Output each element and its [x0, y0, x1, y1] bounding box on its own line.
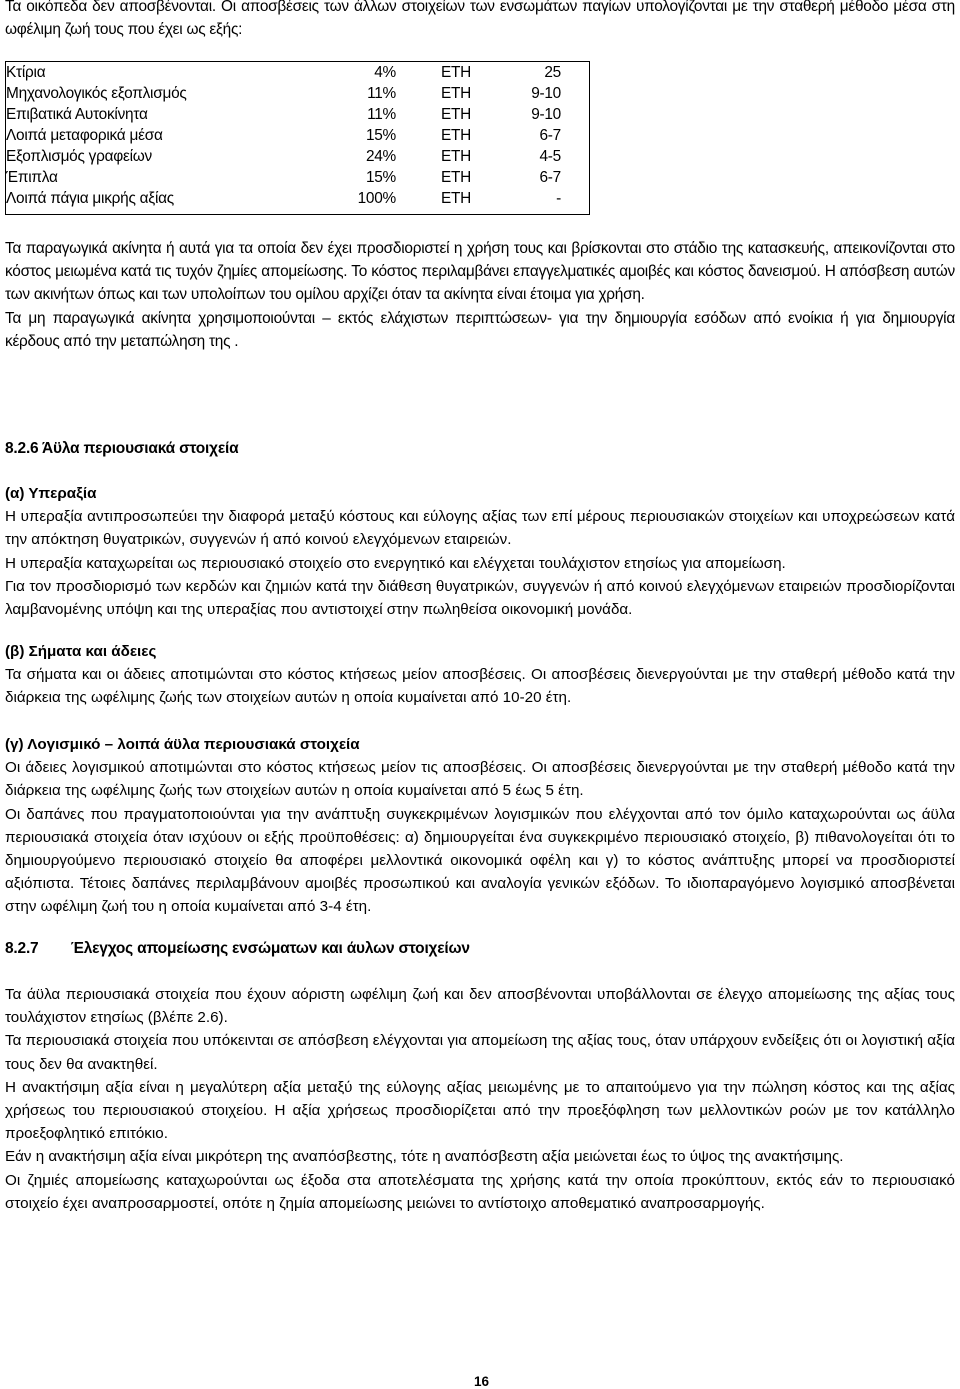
post-table-text [5, 237, 955, 353]
depreciation-rate: 100% [357, 190, 396, 207]
section-heading: 8.2.6 Άϋλα περιουσιακά στοιχεία [5, 440, 239, 457]
useful-life: - [556, 190, 561, 207]
table-row [6, 167, 589, 188]
unit-label: ΕΤΗ [441, 64, 472, 81]
asset-name: Κτίρια [6, 64, 46, 81]
body-paragraph: Τα σήματα και οι άδειες αποτιμώνται στο κόστος κτήσεως μείον αποσβέσεις. Οι αποσβέσεις διενεργούνται με την σταθερή μέθοδο κατά την διάρκεια της ωφέλιμης ζωής των στοιχείων αυτών η οποία κυμαίνεται από 10-20 έτη. [5, 666, 955, 707]
unit-label: ΕΤΗ [441, 169, 472, 186]
table-row [6, 125, 589, 146]
body-paragraph: Οι άδειες λογισμικού αποτιμώνται στο κόστος κτήσεως μείον τις αποσβέσεις. Οι αποσβέσεις διενεργούνται με την σταθερή μέθοδο κατά την διάρκεια της ωφέλιμης ζωής των στοιχείων αυτών η οποία κυμαίνεται από 5 έως 5 έτη. [5, 759, 955, 800]
table-row [6, 146, 589, 167]
asset-name: Εξοπλισμός γραφείων [6, 148, 153, 165]
unit-label: ΕΤΗ [441, 127, 472, 144]
subsection-heading: (α) Υπεραξία [5, 485, 97, 502]
unit-label: ΕΤΗ [441, 148, 472, 165]
depreciation-rate: 4% [374, 64, 396, 81]
depreciation-table [5, 61, 590, 215]
body-paragraph: Τα περιουσιακά στοιχεία που υπόκεινται σε απόσβεση ελέγχονται για απομείωση της αξίας τους, όταν υπάρχουν ενδείξεις ότι οι λογιστική αξία τους δεν θα ανακτηθεί. [5, 1032, 955, 1073]
asset-name: Μηχανολογικός εξοπλισμός [6, 85, 187, 102]
section-title: Έλεγχος απομείωσης ενσώματων και άυλων στοιχείων [70, 940, 470, 957]
body-paragraph: Τα άϋλα περιουσιακά στοιχεία που έχουν αόριστη ωφέλιμη ζωή και δεν αποσβένονται υποβάλλονται σε έλεγχο απομείωσης της αξίας τους τουλάχιστον ετησίως (βλέπε 2.6). [5, 986, 955, 1027]
useful-life: 6-7 [539, 127, 561, 144]
depreciation-rate: 11% [367, 85, 396, 102]
section-heading [5, 937, 955, 960]
subsection-heading: (γ) Λογισμικό – λοιπά άϋλα περιουσιακά στοιχεία [5, 736, 360, 753]
unit-label: ΕΤΗ [441, 190, 472, 207]
subsection-goodwill [5, 482, 955, 621]
body-paragraph: Οι δαπάνες που πραγματοποιούνται για την ανάπτυξη συγκεκριμένων λογισμικών που ελέγχονται από τον όμιλο καταχωρούνται ως άϋλα περιουσιακά στοιχεία όταν ισχύουν οι εξής προϋποθέσεις: α) δημιουργείται ένα συγκεκριμένο περιουσιακό στοιχείο, β) πιθανολογείται ότι το δημιουργούμενο περιουσιακό στοιχείο θα αποφέρει μελλοντικά οικονομικά οφέλη και γ) το κόστος ανάπτυξης μπορεί να προσδιοριστεί αξιόπιστα. Τέτοιες δαπάνες περιλαμβάνουν αμοιβές προσωπικού και αναλογία γενικών εξόδων. Το ιδιοπαραγόμενο λογισμικό αποσβένεται στην ωφέλιμη ζωή του η οποία κυμαίνεται από 3-4 έτη. [5, 805, 955, 916]
asset-name: Επιβατικά Αυτοκίνητα [6, 106, 148, 123]
body-paragraph: Η υπεραξία αντιπροσωπεύει την διαφορά μεταξύ κόστους και εύλογης αξίας των επί μέρους περιουσιακών στοιχείων και υποχρεώσεων κατά την απόκτηση θυγατρικών, συγγενών ή από κοινού ελεγχόμενων εταιρειών. [5, 508, 955, 549]
table-row [6, 62, 589, 83]
body-paragraph: Εάν η ανακτήσιμη αξία είναι μικρότερη της αναπόσβεστης, τότε η αναπόσβεστη αξία μειώνεται έως το ύψος της ανακτήσιμης. [5, 1148, 844, 1166]
asset-name: Έπιπλα [6, 169, 58, 186]
asset-name: Λοιπά πάγια μικρής αξίας [6, 190, 174, 207]
subsection-software [5, 733, 955, 919]
useful-life: 6-7 [539, 169, 561, 186]
unit-label: ΕΤΗ [441, 106, 472, 123]
unit-label: ΕΤΗ [441, 85, 472, 102]
useful-life: 9-10 [531, 85, 561, 102]
body-paragraph: Η ανακτήσιμη αξία είναι η μεγαλύτερη αξία μεταξύ της εύλογης αξίας μειωμένης με το απαιτούμενο για την πώληση κόστος και της αξίας χρήσεως του περιουσιακού στοιχείου. Η αξία χρήσεως προσδιορίζεται από την προεξόφληση των μελλοντικών ροών με τον κατάλληλο προεξοφλητικό επιτόκιο. [5, 1078, 955, 1143]
page-number: 16 [474, 1374, 490, 1389]
subsection-heading: (β) Σήματα και άδειες [5, 643, 157, 660]
subsection-trademarks [5, 640, 955, 710]
useful-life: 4-5 [539, 148, 561, 165]
body-paragraph: Τα μη παραγωγικά ακίνητα χρησιμοποιούνται – εκτός ελάχιστων περιπτώσεων- για την δημιουργία εσόδων από ενοίκια ή για δημιουργία κέρδους από την μεταπώληση της . [5, 309, 955, 350]
table-row [6, 188, 589, 209]
intro-paragraph: Τα οικόπεδα δεν αποσβένονται. Οι αποσβέσεις των άλλων στοιχείων των ενσωμάτων παγίων υπολογίζονται με την σταθερή μέθοδο μέσα στη ωφέλιμη ζωή τους που έχει ως εξής: [5, 0, 955, 39]
section-number: 8.2.7 [5, 940, 39, 957]
section-8-2-7 [5, 937, 955, 960]
section-8-2-6 [5, 437, 955, 460]
table-row [6, 104, 589, 125]
body-paragraph: Η υπεραξία καταχωρείται ως περιουσιακό στοιχείο στο ενεργητικό και ελέγχεται τουλάχιστον ετησίως για απομείωση. [5, 554, 786, 572]
depreciation-rate: 15% [365, 169, 396, 186]
depreciation-rate: 11% [367, 106, 396, 123]
body-paragraph: Για τον προσδιορισμό των κερδών και ζημιών κατά την διάθεση θυγατρικών, συγγενών ή από κοινού ελεγχόμενων εταιρειών προσδιορίζονται λαμβανομένης υπόψη και της υπεραξίας που αντιστοιχεί στην πωληθείσα οικονομική μονάδα. [5, 577, 955, 619]
asset-name: Λοιπά μεταφορικά μέσα [6, 127, 163, 144]
body-paragraph: Τα παραγωγικά ακίνητα ή αυτά για τα οποία δεν έχει προσδιοριστεί η χρήση τους και βρίσκονται στο στάδιο της κατασκευής, απεικονίζονται στο κόστος μειωμένα κατά τις τυχόν ζημίες απομείωσης. Το κόστος περιλαμβάνει επαγγελματικές αμοιβές και κόστος δανεισμού. Η απόσβεση αυτών των ακινήτων όπως και των υπολοίπων του ομίλου αρχίζει όταν τα ακίνητα είναι έτοιμα για χρήση. [5, 240, 955, 304]
depreciation-rate: 24% [365, 148, 396, 165]
table-row [6, 83, 589, 104]
useful-life: 25 [544, 64, 561, 81]
useful-life: 9-10 [531, 106, 561, 123]
impairment-text [5, 983, 955, 1215]
depreciation-rate: 15% [365, 127, 396, 144]
body-paragraph: Οι ζημιές απομείωσης καταχωρούνται ως έξοδα στα αποτελέσματα της χρήσης κατά την οποία προκύπτουν, εκτός εάν το περιουσιακό στοιχείο έχει αναπροσαρμοστεί, οπότε η ζημία απομείωσης μειώνει το αντίστοιχο αποθεματικό αναπροσαρμογής. [5, 1171, 955, 1212]
